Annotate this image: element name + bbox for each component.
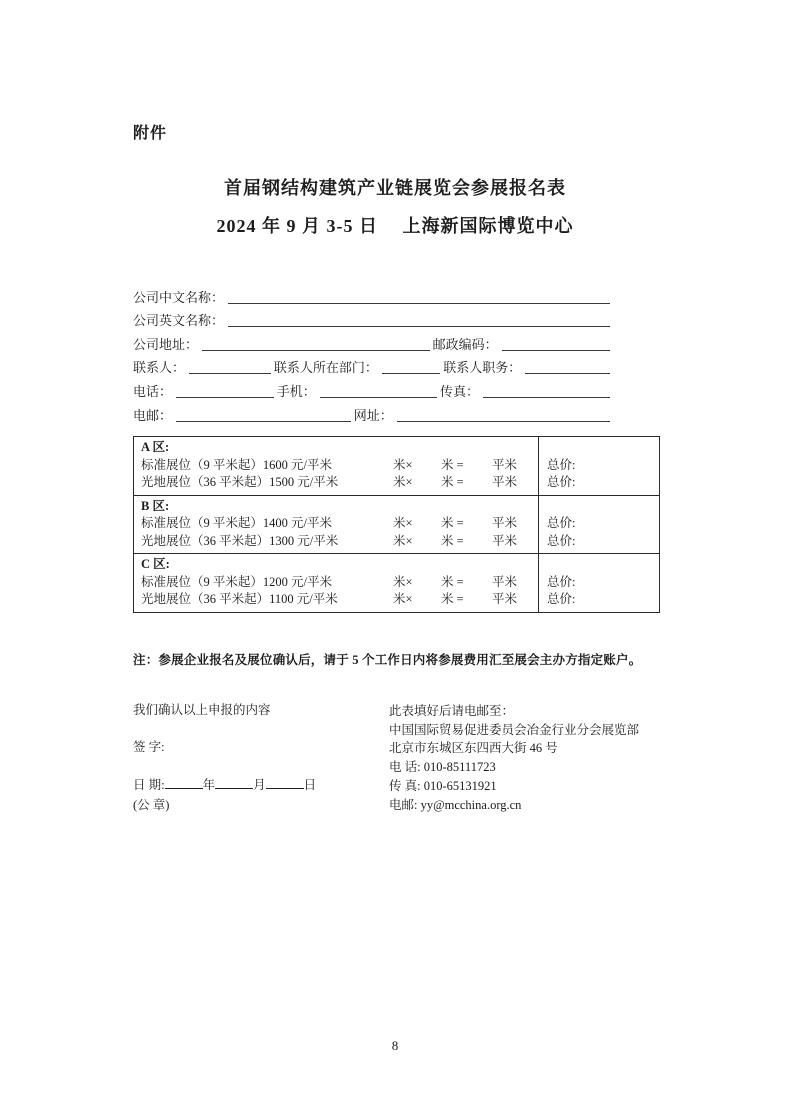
booth-description: 标准展位（9 平米起）1600 元/平米 [141, 457, 332, 472]
booth-description: 标准展位（9 平米起）1200 元/平米 [141, 574, 332, 589]
blank-line [502, 349, 610, 351]
square-meters-label: 平米 [492, 574, 518, 589]
total-price-label: 总价: [547, 533, 576, 548]
signature-label: 签 字: [133, 740, 165, 754]
form-row [133, 353, 613, 377]
seal-label: (公 章) [133, 798, 170, 812]
total-price-label: 总价: [547, 592, 576, 606]
blank-line [202, 349, 430, 351]
date-year-unit: 年 [202, 778, 216, 792]
zone-detail-cell [134, 437, 539, 495]
form-row [133, 376, 613, 400]
total-price-label: 总价: [547, 516, 576, 530]
date-day-blank [266, 777, 304, 789]
field-label: 传真： [439, 383, 479, 399]
zone-total-cell [539, 554, 659, 612]
zone-detail-cell [134, 554, 539, 612]
form-subtitle: 2024 年 9 月 3-5 日 上海新国际博览中心 [216, 216, 574, 236]
meters-times-label: 米× [393, 574, 413, 589]
form-row [133, 282, 613, 306]
square-meters-label: 平米 [492, 533, 518, 548]
booth-row [141, 515, 538, 533]
zone-label: A 区: [141, 440, 170, 454]
signature-block [133, 702, 316, 814]
meters-times-label: 米× [393, 475, 413, 489]
company-info-form [133, 282, 613, 424]
date-year-blank [165, 777, 203, 789]
total-spacer [547, 556, 659, 574]
field-label: 邮政编码： [432, 336, 498, 352]
field-label: 手机： [276, 383, 316, 399]
form-row [133, 329, 613, 353]
total-spacer [547, 498, 659, 516]
meters-times-label: 米× [393, 457, 413, 472]
field-label: 网址： [353, 407, 393, 423]
zone-section [134, 495, 659, 554]
organizer-address: 北京市东城区东四西大街 46 号 [389, 741, 558, 756]
form-row [133, 306, 613, 330]
date-month-unit: 月 [253, 778, 266, 792]
attachment-label: 附件 [133, 125, 168, 142]
date-line [133, 777, 316, 794]
square-meters-label: 平米 [492, 457, 518, 472]
meters-equals-label: 米 = [441, 457, 464, 472]
form-title: 首届钢结构建筑产业链展览会参展报名表 [224, 178, 566, 198]
zone-label: B 区: [141, 498, 170, 513]
square-meters-label: 平米 [492, 475, 518, 489]
date-day-unit: 日 [303, 778, 317, 792]
form-row [133, 400, 613, 424]
meters-equals-label: 米 = [441, 592, 464, 606]
organizer-name: 中国国际贸易促进委员会冶金行业分会展览部 [389, 722, 640, 737]
organizer-email: 电邮: yy@mcchina.org.cn [389, 797, 522, 812]
zone-label: C 区: [141, 557, 170, 571]
zone-detail-cell [134, 496, 539, 554]
booth-row [141, 533, 538, 551]
total-price-label: 总价: [547, 574, 576, 589]
square-meters-label: 平米 [492, 592, 518, 606]
booth-row [141, 474, 538, 492]
meters-times-label: 米× [393, 533, 413, 548]
organizer-fax: 传 真: 010-65131921 [389, 778, 497, 793]
blank-line [525, 372, 610, 374]
field-label: 联系人职务： [443, 360, 522, 376]
total-spacer [547, 439, 659, 457]
booth-row [141, 457, 538, 475]
total-price-label: 总价: [547, 457, 576, 472]
zone-total-cell [539, 496, 659, 554]
field-label: 公司英文名称： [133, 313, 225, 329]
square-meters-label: 平米 [492, 516, 518, 530]
blank-line [397, 420, 610, 422]
payment-note: 注：参展企业报名及展位确认后，请于 5 个工作日内将参展费用汇至展会主办方指定账户。 [133, 653, 642, 667]
field-label: 联系人： [133, 360, 186, 376]
field-label: 公司地址： [133, 336, 199, 352]
blank-line [320, 396, 437, 398]
date-label: 日 期: [133, 778, 165, 792]
total-price-label: 总价: [547, 475, 576, 489]
zone-section [134, 437, 659, 495]
meters-times-label: 米× [393, 516, 413, 530]
blank-line [176, 420, 351, 422]
blank-line [483, 396, 610, 398]
booth-price-table [133, 436, 660, 613]
field-label: 公司中文名称： [133, 289, 225, 305]
blank-line [382, 372, 440, 374]
organizer-phone: 电 话: 010-85111723 [389, 760, 496, 775]
meters-equals-label: 米 = [441, 533, 464, 548]
meters-times-label: 米× [393, 592, 413, 606]
booth-description: 光地展位（36 平米起）1300 元/平米 [141, 533, 339, 548]
field-label: 电邮： [133, 407, 173, 423]
meters-equals-label: 米 = [441, 475, 464, 489]
contact-block [389, 702, 639, 814]
booth-description: 光地展位（36 平米起）1500 元/平米 [141, 475, 339, 489]
blank-line [228, 302, 610, 304]
booth-description: 标准展位（9 平米起）1400 元/平米 [141, 516, 332, 530]
zone-total-cell [539, 437, 659, 495]
date-month-blank [215, 777, 253, 789]
mailto-instruction: 此表填好后请电邮至： [389, 704, 515, 718]
meters-equals-label: 米 = [441, 516, 464, 530]
booth-description: 光地展位（36 平米起）1100 元/平米 [141, 592, 338, 606]
blank-line [189, 372, 271, 374]
blank-line [176, 396, 274, 398]
field-label: 电话： [133, 383, 173, 399]
confirm-statement: 我们确认以上申报的内容 [133, 703, 271, 717]
booth-row [141, 591, 538, 609]
zone-section [134, 553, 659, 612]
blank-line [228, 325, 610, 327]
field-label: 联系人所在部门： [273, 360, 378, 376]
meters-equals-label: 米 = [441, 574, 464, 589]
page-number: 8 [391, 1038, 399, 1053]
booth-row [141, 574, 538, 592]
